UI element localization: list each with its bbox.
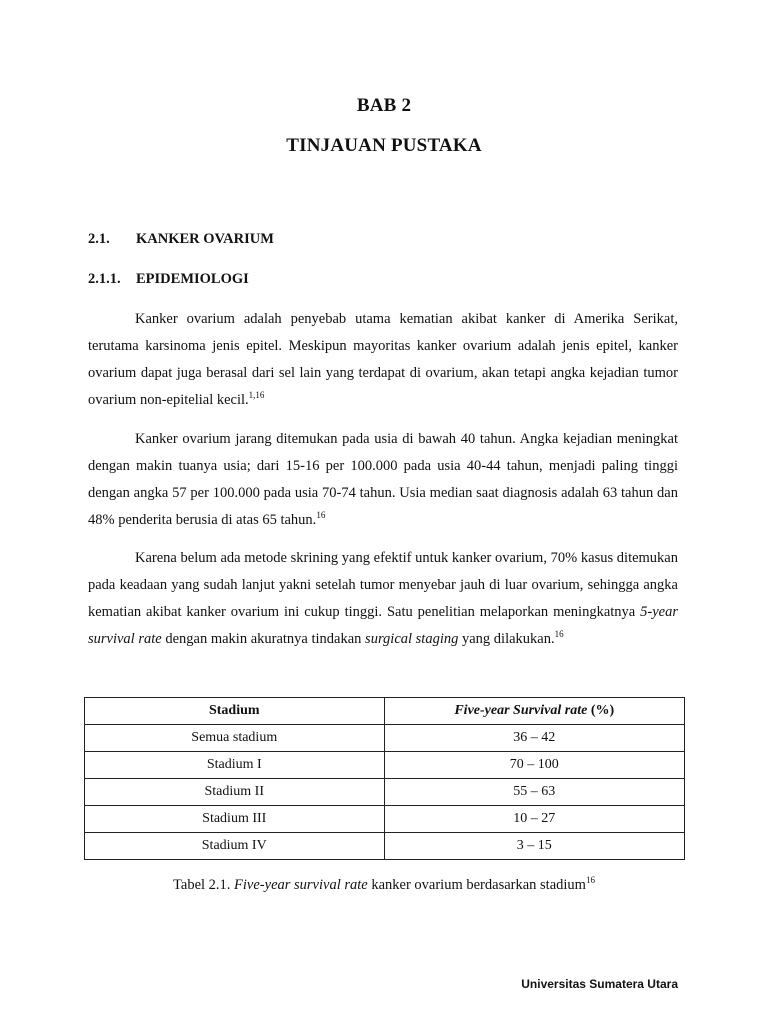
- table-row: [85, 752, 685, 779]
- caption-prefix: Tabel 2.1.: [173, 877, 235, 893]
- cell-stadium: Semua stadium: [85, 725, 385, 752]
- cell-rate: 10 – 27: [384, 806, 685, 833]
- survival-rate-table: [84, 697, 685, 860]
- footer-institution: Universitas Sumatera Utara: [521, 977, 678, 991]
- chapter-number: BAB 2: [356, 95, 412, 116]
- cell-stadium: Stadium IV: [85, 833, 385, 860]
- caption-italic: Five-year survival rate: [234, 877, 368, 893]
- paragraph-1-text: Kanker ovarium adalah penyebab utama kematian akibat kanker di Amerika Serikat, terutama karsinoma jenis epitel. Meskipun mayoritas kanker ovarium adalah jenis epitel, kanker ovarium dapat juga berasal dari sel lain yang terdapat di ovarium, akan tetapi angka kejadian tumor ovarium non-epitelial kecil.: [88, 311, 678, 408]
- cell-rate: 3 – 15: [384, 833, 685, 860]
- table-row: [85, 833, 685, 860]
- subsection-title: EPIDEMIOLOGI: [136, 271, 249, 287]
- paragraph-2-text: Kanker ovarium jarang ditemukan pada usia di bawah 40 tahun. Angka kejadian meningkat dengan makin tuanya usia; dari 15-16 per 100.000 pada usia 40-44 tahun, menjadi paling tinggi dengan angka 57 per 100.000 pada usia 70-74 tahun. Usia median saat diagnosis adalah 63 tahun dan 48% penderita berusia di atas 65 tahun.: [88, 431, 678, 528]
- caption-suffix: kanker ovarium berdasarkan stadium: [367, 877, 586, 893]
- paragraph-3-italic-a: 5-year survival rate: [88, 604, 678, 647]
- cell-stadium: Stadium II: [85, 779, 385, 806]
- paragraph-1-reference: 1,16: [248, 390, 265, 400]
- header-survival-rate-unit: (%): [587, 703, 615, 718]
- section-heading: [88, 231, 274, 248]
- paragraph-1: [88, 306, 678, 414]
- header-survival-rate-label: Five-year Survival rate: [454, 703, 588, 718]
- paragraph-3: [88, 545, 678, 653]
- paragraph-3-reference: 16: [554, 629, 564, 639]
- table-caption: [0, 877, 768, 894]
- cell-rate: 55 – 63: [384, 779, 685, 806]
- paragraph-3-text-b: dengan makin akuratnya tindakan: [161, 631, 366, 647]
- cell-stadium: Stadium III: [85, 806, 385, 833]
- chapter-title: TINJAUAN PUSTAKA: [286, 135, 482, 156]
- cell-stadium: Stadium I: [85, 752, 385, 779]
- cell-rate: 36 – 42: [384, 725, 685, 752]
- table-row: [85, 806, 685, 833]
- cell-rate: 70 – 100: [384, 752, 685, 779]
- header-survival-rate: [384, 698, 685, 725]
- subsection-heading: [88, 271, 249, 288]
- paragraph-3-text-a: Karena belum ada metode skrining yang efektif untuk kanker ovarium, 70% kasus ditemukan pada keadaan yang sudah lanjut yakni setelah tumor menyebar jauh di luar ovarium, sehingga angka kematian akibat kanker ovarium ini cukup tinggi. Satu penelitian melaporkan meningkatnya: [88, 550, 678, 620]
- paragraph-3-text-c: yang dilakukan.: [458, 631, 555, 647]
- paragraph-3-italic-b: surgical staging: [365, 631, 459, 647]
- section-number: 2.1.: [88, 231, 110, 247]
- header-stadium: Stadium: [85, 698, 385, 725]
- table-row: [85, 779, 685, 806]
- paragraph-2-reference: 16: [316, 510, 326, 520]
- table-row: [85, 725, 685, 752]
- section-title: KANKER OVARIUM: [136, 231, 274, 247]
- subsection-number: 2.1.1.: [88, 271, 121, 287]
- table-header-row: [85, 698, 685, 725]
- paragraph-2: [88, 426, 678, 534]
- caption-reference: 16: [585, 875, 595, 885]
